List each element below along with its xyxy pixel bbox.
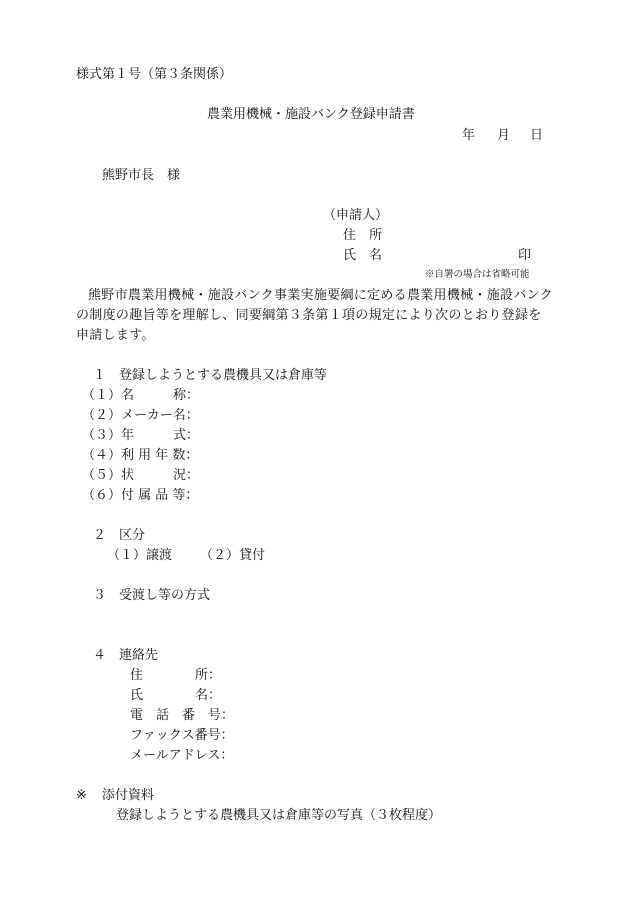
section-1-item: （２）メーカー名： xyxy=(82,408,199,423)
addressee: 熊野市長 様 xyxy=(102,168,181,183)
body-line: の制度の趣旨等を理解し、同要綱第３条第１項の規定により次のとおり登録を xyxy=(76,308,542,323)
seal-mark: 印 xyxy=(518,248,532,263)
section-1-item: （５）状 況： xyxy=(82,468,200,483)
section-1-item: （３）年 式： xyxy=(82,428,200,443)
contact-item: 氏 名： xyxy=(130,688,222,703)
seal-note: ※自署の場合は省略可能 xyxy=(425,269,530,280)
date-month: 月 xyxy=(497,128,511,143)
date-day: 日 xyxy=(530,128,544,143)
section-1-item: （１）名 称： xyxy=(82,388,200,403)
contact-item: 住 所： xyxy=(130,668,222,683)
applicant-address-label: 住 所 xyxy=(343,228,383,243)
attachments-text: 登録しようとする農機具又は倉庫等の写真（３枚程度） xyxy=(116,808,442,823)
applicant-heading: （申請人） xyxy=(323,208,389,223)
attachments-mark: ※ xyxy=(76,788,87,803)
body-line: 申請します。 xyxy=(76,328,155,343)
document-title: 農業用機械・施設バンク登録申請書 xyxy=(207,107,415,122)
section-3-heading: ３ 受渡し等の方式 xyxy=(93,588,211,603)
contact-item: 電 話 番 号： xyxy=(130,708,235,723)
contact-item: メールアドレス： xyxy=(130,748,234,763)
form-number: 様式第１号（第３条関係） xyxy=(76,67,233,82)
attachments-heading: 添付資料 xyxy=(102,788,155,803)
contact-item: ファックス番号： xyxy=(130,728,234,743)
section-1-item: （６）付 属 品 等： xyxy=(82,488,199,503)
applicant-name-label: 氏 名 xyxy=(343,248,383,263)
section-1-item: （４）利 用 年 数： xyxy=(82,448,199,463)
option-transfer: （１）譲渡 xyxy=(107,548,173,563)
section-4-heading: ４ 連絡先 xyxy=(93,648,159,663)
section-2-heading: ２ 区分 xyxy=(93,528,146,543)
date-year: 年 xyxy=(462,128,476,143)
section-1-heading: １ 登録しようとする農機具又は倉庫等 xyxy=(93,368,328,383)
option-lending: （２）貸付 xyxy=(200,548,266,563)
body-line: 熊野市農業用機械・施設バンク事業実施要綱に定める農業用機械・施設バンク xyxy=(88,288,553,303)
